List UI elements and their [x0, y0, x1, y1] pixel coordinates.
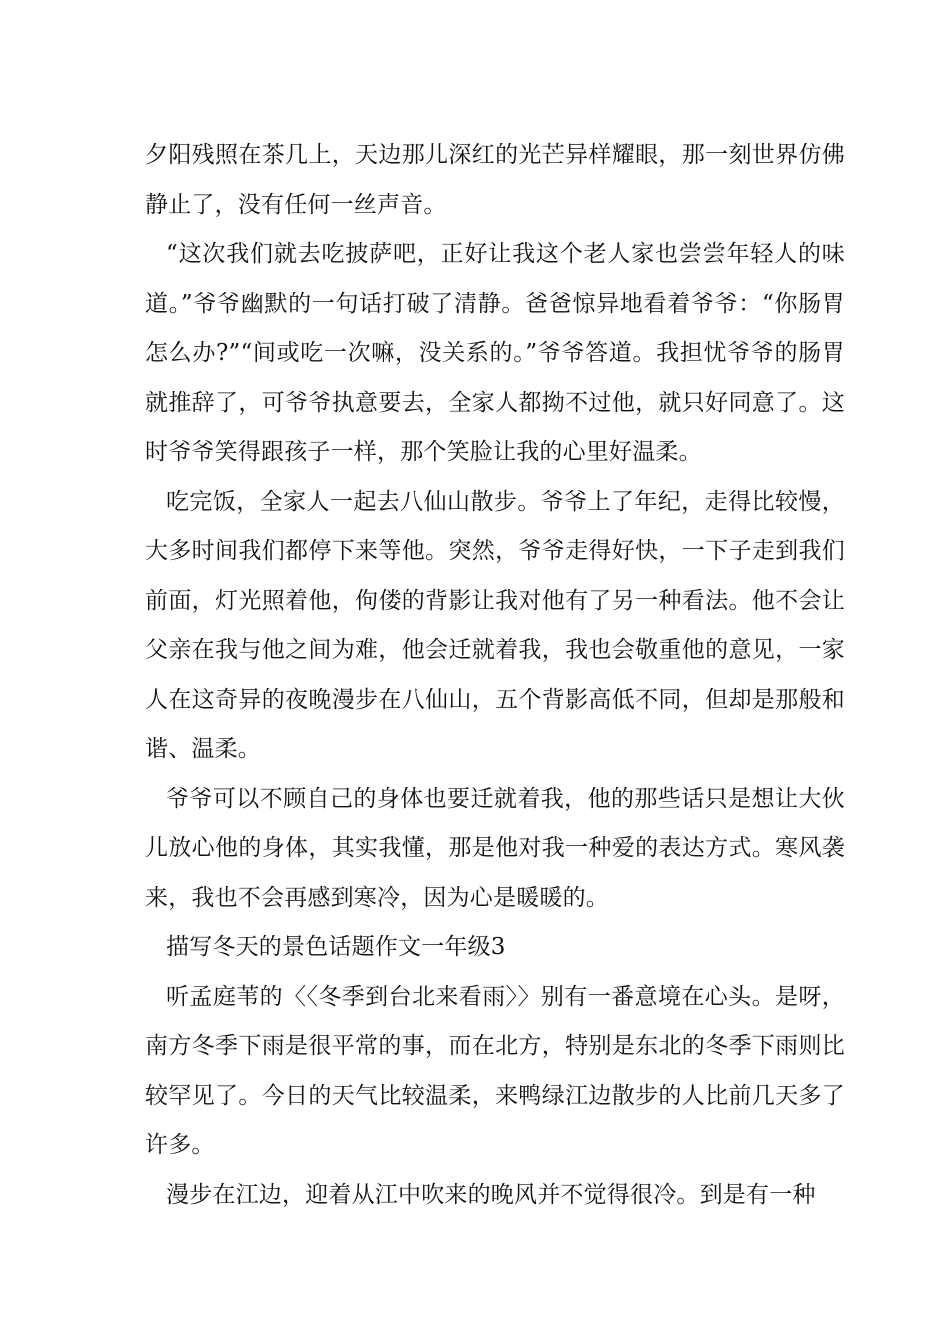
paragraph-4: 爷爷可以不顾自己的身体也要迁就着我，他的那些话只是想让大伙儿放心他的身体，其实我懂，那是他对我一种爱的表达方式。寒风袭来，我也不会再感到寒冷，因为心是暖暖的。	[145, 785, 845, 911]
section-heading: 描写冬天的景色话题作文一年级3	[166, 934, 506, 960]
paragraph-3: 吃完饭，全家人一起去八仙山散步。爷爷上了年纪，走得比较慢，大多时间我们都停下来等他。突然，爷爷走得好快，一下子走到我们前面，灯光照着他，佝偻的背影让我对他有了另一种看法。他不会让父亲在我与他之间为难，他会迁就着我，我也会敬重他的意见，一家人在这奇异的夜晚漫步在八仙山，五个背影高低不同，但却是那般和谐、温柔。	[145, 488, 845, 762]
paragraph-7: 漫步在江边，迎着从江中吹来的晚风并不觉得很冷。到是有一种	[166, 1181, 816, 1208]
paragraph-1: 夕阳残照在茶几上，天边那儿深红的光芒异样耀眼，那一刻世界仿佛静止了，没有任何一丝声音。	[145, 142, 845, 218]
document-body	[145, 131, 845, 1220]
paragraph-6: 听孟庭苇的〈〈冬季到台北来看雨〉〉别有一番意境在心头。是呀，南方冬季下雨是很平常的事，而在北方，特别是东北的冬季下雨则比较罕见了。今日的天气比较温柔，来鸭绿江边散步的人比前几天多了许多。	[145, 983, 845, 1158]
paragraph-2: “这次我们就去吃披萨吧，正好让我这个老人家也尝尝年轻人的味道。”爷爷幽默的一句话打破了清静。爸爸惊异地看着爷爷：“你肠胃怎么办?”“间或吃一次嘛，没关系的。”爷爷答道。我担忧爷爷的肠胃就推辞了，可爷爷执意要去，全家人都拗不过他，就只好同意了。这时爷爷笑得跟孩子一样，那个笑脸让我的心里好温柔。	[145, 241, 845, 465]
